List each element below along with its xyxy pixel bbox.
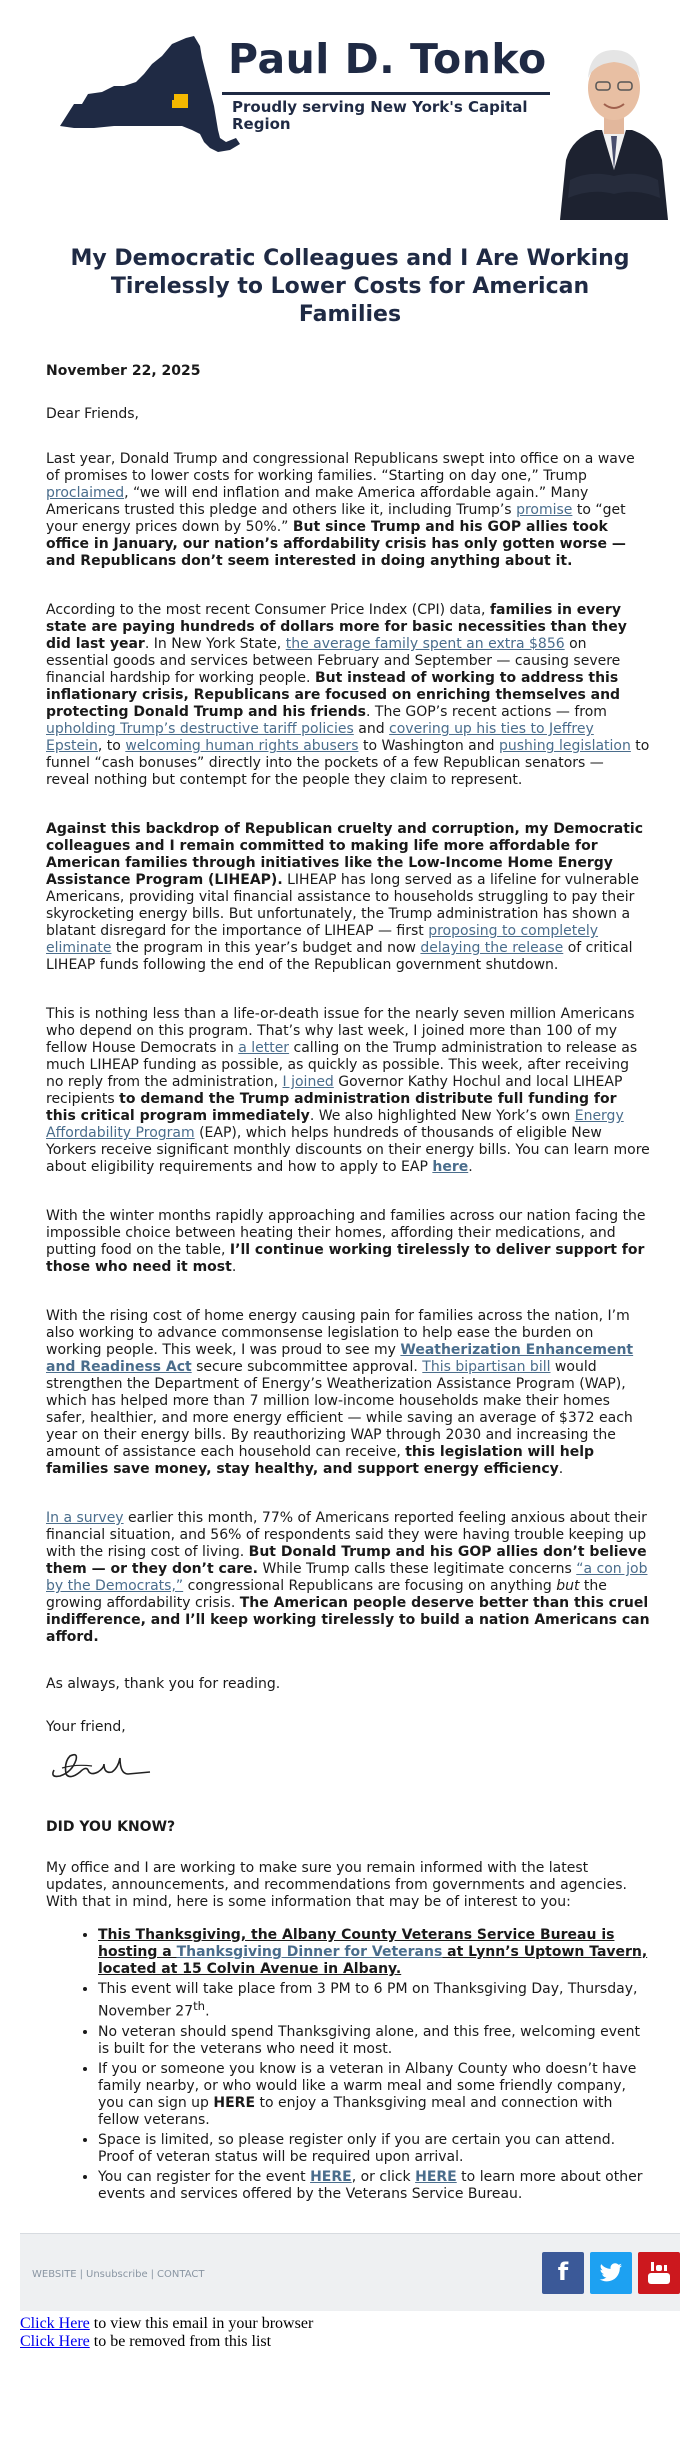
text: . We also highlighted New York’s own xyxy=(309,1108,575,1124)
representative-name: Paul D. Tonko xyxy=(228,35,547,83)
did-you-know-list xyxy=(98,1927,650,2203)
text: and xyxy=(353,721,390,737)
delaying-release-link[interactable]: delaying the release xyxy=(420,940,564,956)
view-in-browser-line xyxy=(20,2315,680,2333)
website-link[interactable]: WEBSITE xyxy=(32,2268,77,2280)
pushing-legislation-link[interactable]: pushing legislation xyxy=(498,738,631,754)
bold-text: this legislation will help families save money, stay healthy, and support energy efficiency xyxy=(46,1444,595,1477)
unsubscribe-link[interactable]: Unsubscribe xyxy=(86,2268,148,2280)
twitter-icon[interactable] xyxy=(590,2252,632,2294)
text: to enjoy a Thanksgiving meal and connection with fellow veterans. xyxy=(98,2094,613,2128)
epstein-link[interactable]: covering up his ties to Jeffrey Epstein xyxy=(46,721,594,754)
text: , or click xyxy=(351,2168,416,2185)
paragraph-5 xyxy=(46,1208,650,1276)
tariff-policies-link[interactable]: upholding Trump’s destructive tariff policies xyxy=(46,721,354,737)
facebook-icon[interactable]: f xyxy=(542,2252,584,2294)
separator: | xyxy=(150,2268,155,2280)
text: to learn more about other events and services offered by the Veterans Service Bureau. xyxy=(98,2168,643,2202)
text: would strengthen the Department of Energy’s Weatherization Assistance Program (WAP), which has helped more than 7 million low-income households make their homes safer, healthier, and more energy efficient — while saving an average of $372 each year on their energy bills. By reauthorizing WAP through 2030 and increasing the amount of assistance each household can receive, xyxy=(46,1359,633,1460)
bold-text: But since Trump and his GOP allies took office in January, our nation’s affordability crisis has only gotten worse — and Republicans don’t seem interested in doing anything about it. xyxy=(46,519,626,569)
text: Last year, Donald Trump and congressional Republicans swept into office on a wave of promises to lower costs for working families. “Starting on day one,” Trump xyxy=(46,451,635,484)
text: to view this email in your browser xyxy=(89,2314,314,2332)
text: . The GOP’s recent actions — from xyxy=(366,704,607,720)
text: . xyxy=(558,1461,564,1477)
eliminate-link[interactable]: proposing to completely eliminate xyxy=(46,923,599,956)
text: of critical LIHEAP funds following the end of the Republican government shutdown. xyxy=(46,940,633,973)
text: You can register for the event xyxy=(98,2168,311,2185)
eap-link[interactable]: Energy Affordability Program xyxy=(46,1108,624,1141)
new-york-state-map-icon xyxy=(54,34,244,158)
representative-portrait xyxy=(550,20,678,220)
text: , to xyxy=(97,738,126,754)
youtube-icon[interactable] xyxy=(638,2252,680,2294)
paragraph-4 xyxy=(46,1006,650,1176)
register-here-link[interactable]: HERE xyxy=(310,2168,352,2185)
paragraph-6 xyxy=(46,1308,650,1478)
bird-shape xyxy=(599,2263,623,2283)
text: . xyxy=(205,2003,210,2020)
survey-link[interactable]: In a survey xyxy=(46,1510,124,1526)
promise-link[interactable]: promise xyxy=(516,502,573,518)
text: earlier this month, 77% of Americans reported feeling anxious about their financial situation, and 56% of respondents said they were having trouble keeping up with the rising cost of living. xyxy=(46,1510,647,1560)
average-family-link[interactable]: the average family spent an extra $856 xyxy=(285,636,565,652)
paragraph-1 xyxy=(46,451,650,570)
text: Space is limited, so please register only if you are certain you can attend. Proof of veteran status will be required upon arrival. xyxy=(98,2131,616,2165)
text: to “get your energy prices down by 50%.” xyxy=(46,502,626,535)
remove-from-list-link[interactable]: Click Here xyxy=(20,2332,90,2350)
did-you-know-heading: DID YOU KNOW? xyxy=(46,1819,176,1835)
footer-links xyxy=(32,2266,204,2283)
closing: As always, thank you for reading. xyxy=(46,1676,281,1692)
text: . xyxy=(231,1259,237,1275)
con-job-link[interactable]: “a con job by the Democrats,” xyxy=(46,1561,648,1594)
list-item xyxy=(98,1927,650,1978)
eap-here-link[interactable]: here xyxy=(432,1159,469,1175)
list-item xyxy=(98,1981,650,2021)
text: This Thanksgiving, the Albany County Veterans Service Bureau is hosting a xyxy=(98,1927,615,1960)
text: to be removed from this list xyxy=(89,2332,272,2350)
greeting: Dear Friends, xyxy=(46,406,139,422)
human-rights-abusers-link[interactable]: welcoming human rights abusers xyxy=(125,738,359,754)
bold-text: But instead of working to address this inflationary crisis, Republicans are focused on enriching themselves and protecting Donald Trump and his friends xyxy=(46,670,621,720)
header xyxy=(20,0,680,225)
text: congressional Republicans are focusing on anything xyxy=(183,1578,557,1594)
i-joined-link[interactable]: I joined xyxy=(282,1074,334,1090)
bold-text: families in every state are paying hundreds of dollars more for basic necessities than they did last year xyxy=(46,602,627,652)
text: According to the most recent Consumer Price Index (CPI) data, xyxy=(46,602,490,618)
youtube-shape xyxy=(645,2259,673,2287)
learn-more-here-link[interactable]: HERE xyxy=(415,2168,457,2185)
text: While Trump calls these legitimate concerns xyxy=(258,1561,577,1577)
bold-text: Against this backdrop of Republican cruelty and corruption, my Democratic colleagues and I remain committed to making life more affordable for American families through initiatives like the Low-Income Home Energy Assistance Program (LIHEAP). xyxy=(46,821,644,888)
text: to Washington and xyxy=(358,738,499,754)
text: to funnel “cash bonuses” directly into the pockets of a few Republican senators — reveal nothing but contempt for the people they claim to represent. xyxy=(46,738,650,788)
email-tail-links xyxy=(20,2311,680,2351)
tagline: Proudly serving New York's Capital Region xyxy=(222,92,582,137)
headline: My Democratic Colleagues and I Are Working Tirelessly to Lower Costs for American Families xyxy=(70,246,630,327)
text: This is nothing less than a life-or-death issue for the nearly seven million Americans who depend on this program. That’s why last week, I joined more than 100 of my fellow House Democrats in xyxy=(46,1006,635,1056)
text: the program in this year’s budget and now xyxy=(111,940,421,956)
list-item xyxy=(98,2024,650,2058)
thanksgiving-dinner-link[interactable]: Thanksgiving Dinner for Veterans xyxy=(176,1944,443,1960)
text: No veteran should spend Thanksgiving alone, and this free, welcoming event is built for the veterans who need it most. xyxy=(98,2023,640,2057)
separator: | xyxy=(79,2268,83,2280)
text: , “we will end inflation and make America affordable again.” Many Americans trusted this pledge and others like it, including Trump’s xyxy=(46,485,589,518)
did-you-know-intro: My office and I are working to make sure you remain informed with the latest updates, announcements, and recommendations from governments and agencies. With that in mind, here is some information that may be of interest to you: xyxy=(46,1860,627,1910)
list-item xyxy=(98,2061,650,2129)
text: With the winter months rapidly approaching and families across our nation facing the impossible choice between heating their homes, affording their medications, and putting food on the table, xyxy=(46,1208,646,1258)
superscript: th xyxy=(193,1999,206,2013)
paragraph-3 xyxy=(46,821,650,974)
text: . In New York State, xyxy=(144,636,286,652)
bold-text: The American people deserve better than this cruel indifference, and I’ll keep working tirelessly to build a nation Americans can afford. xyxy=(46,1595,650,1645)
text: (EAP), which helps hundreds of thousands of eligible New Yorkers receive significant monthly discounts on their energy bills. You can learn more about eligibility requirements and how to apply to EAP xyxy=(46,1125,650,1175)
title-block xyxy=(228,34,582,137)
bold-text: I’ll continue working tirelessly to deliver support for those who need it most xyxy=(46,1242,645,1275)
bipartisan-bill-link[interactable]: This bipartisan bill xyxy=(422,1359,551,1375)
footer xyxy=(20,2233,680,2311)
remove-from-list-line xyxy=(20,2333,680,2351)
bold-text: But Donald Trump and his GOP allies don’t believe them — or they don’t care. xyxy=(46,1544,647,1577)
signup-here-link[interactable]: HERE xyxy=(213,2094,256,2111)
text: the growing affordability crisis. xyxy=(46,1578,607,1611)
text: LIHEAP has long served as a lifeline for vulnerable Americans, providing vital financial assistance to households struggling to pay their skyrocketing energy bills. But unfortunately, the Trump administration has shown a blatant disregard for the importance of LIHEAP — first xyxy=(46,872,639,939)
letter-content xyxy=(20,363,680,2203)
proclaimed-link[interactable]: proclaimed xyxy=(46,485,125,501)
letter-date: November 22, 2025 xyxy=(46,363,201,379)
text: This event will take place from 3 PM to 6 PM on Thanksgiving Day, Thursday, November 27 xyxy=(98,1981,638,2020)
text: Governor Kathy Hochul and local LIHEAP recipients xyxy=(46,1074,623,1107)
weatherization-act-link[interactable]: Weatherization Enhancement and Readiness Act xyxy=(46,1342,634,1375)
a-letter-link[interactable]: a letter xyxy=(238,1040,290,1056)
signature-image xyxy=(46,1748,156,1784)
email-body xyxy=(20,0,680,2351)
paragraph-7 xyxy=(46,1510,650,1646)
text: If you or someone you know is a veteran in Albany County who doesn’t have family nearby, or who would like a warm meal and some friendly company, you can sign up xyxy=(98,2060,637,2111)
list-item xyxy=(98,2169,650,2203)
bold-text: to demand the Trump administration distribute full funding for this critical program immediately xyxy=(46,1091,617,1124)
text: With the rising cost of home energy causing pain for families across the nation, I’m also working to advance commonsense legislation to help ease the burden on working people. This week, I was proud to see my xyxy=(46,1308,630,1358)
text: secure subcommittee approval. xyxy=(191,1359,423,1375)
text: . xyxy=(468,1159,473,1175)
text: on essential goods and services between February and September — causing severe financial hardship for working people. xyxy=(46,636,621,686)
text: calling on the Trump administration to release as much LIHEAP funding as possible, as quickly as possible. This week, after receiving no reply from the administration, xyxy=(46,1040,638,1090)
view-in-browser-link[interactable]: Click Here xyxy=(20,2314,90,2332)
italic-text: but xyxy=(556,1578,580,1594)
text: at Lynn’s Uptown Tavern, located at 15 Colvin Avenue in Albany. xyxy=(98,1944,648,1977)
paragraph-2 xyxy=(46,602,650,789)
contact-link[interactable]: CONTACT xyxy=(157,2268,205,2280)
list-item xyxy=(98,2132,650,2166)
sign-off: Your friend, xyxy=(46,1719,126,1735)
